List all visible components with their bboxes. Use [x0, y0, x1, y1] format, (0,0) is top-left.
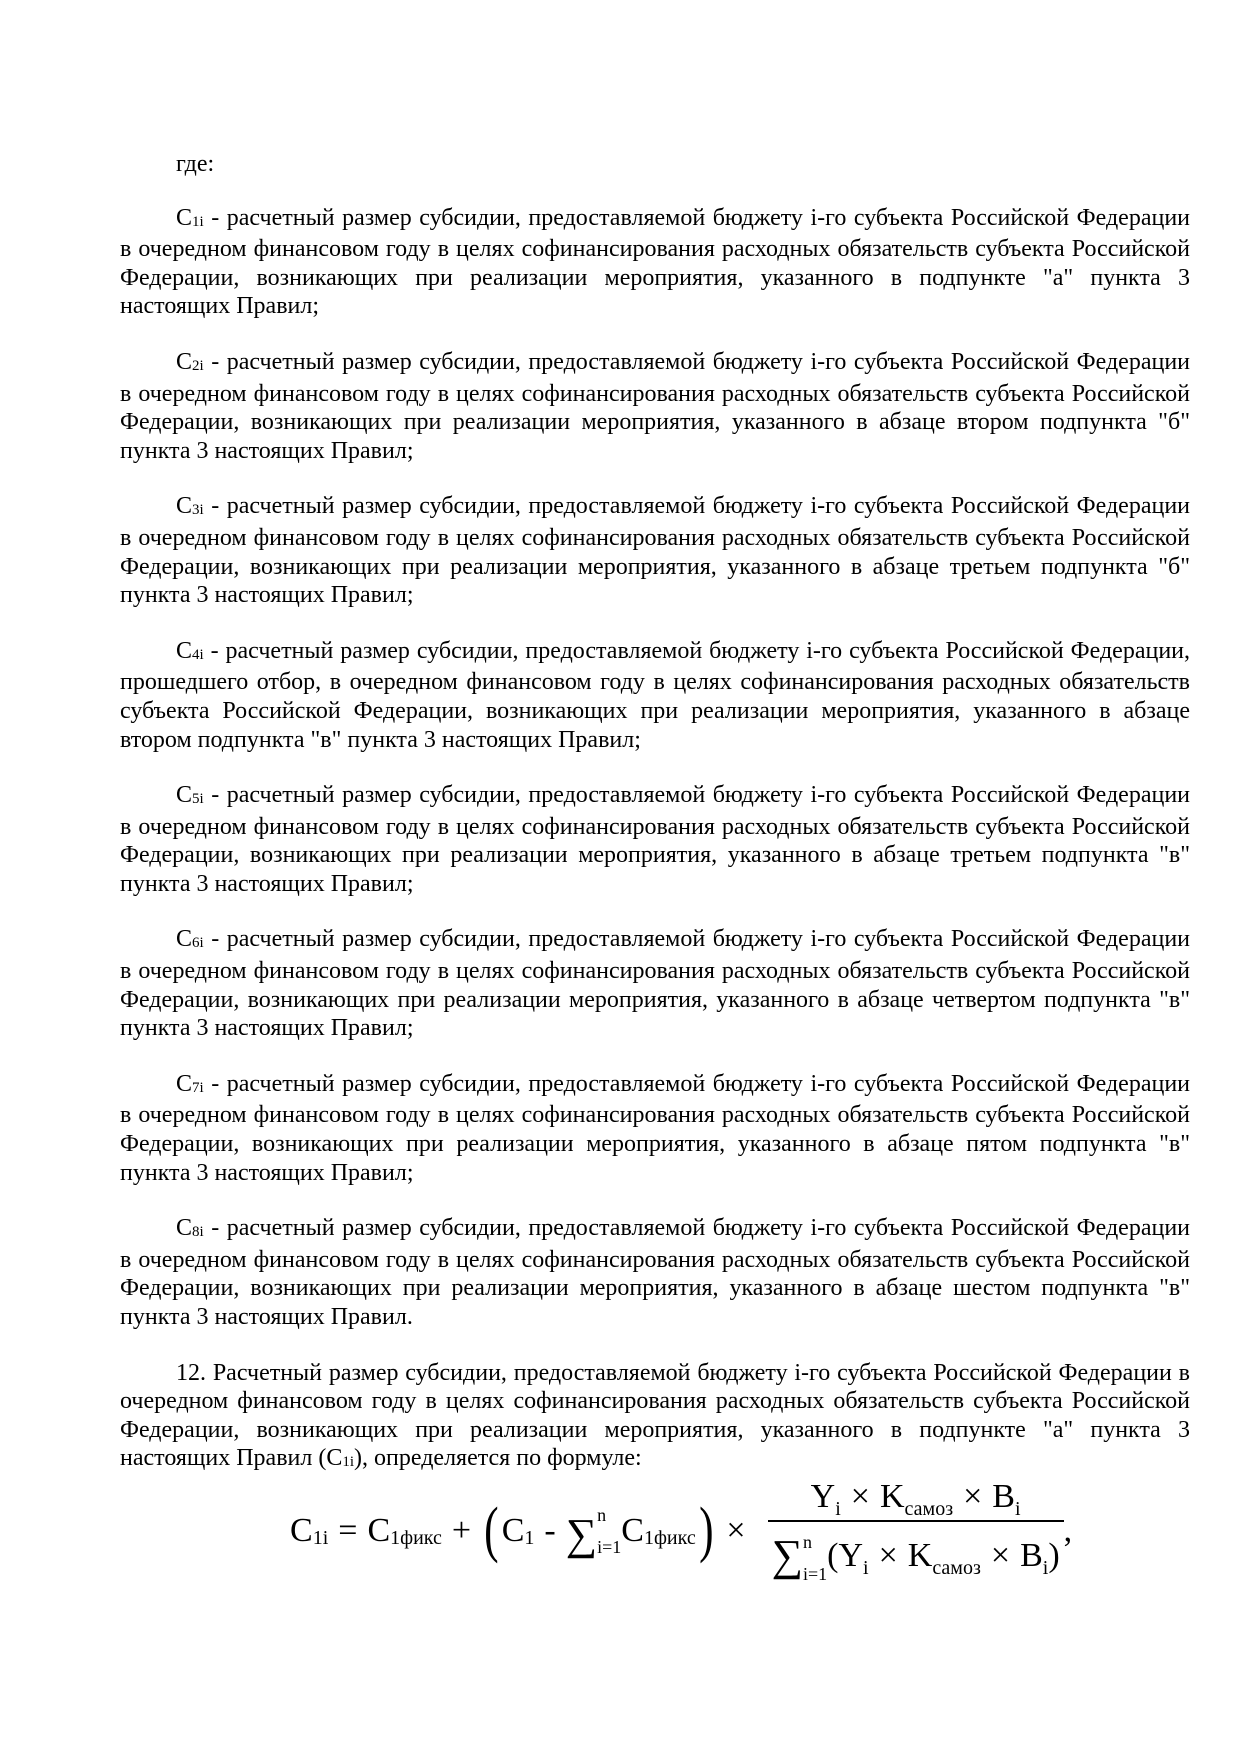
para12-sub: 1i: [342, 1454, 355, 1471]
formula-symbol: i=1: [597, 1536, 622, 1557]
formula-symbol: i: [835, 1498, 841, 1520]
para12-text: 12. Расчетный размер субсидии, предоставляемой бюджету i-го субъекта Российской Федерации в очередном финансовом году в целях софинансирования расходных обязательств субъекта Российской Федерации, возникающих при реализации мероприятия, указанного в подпункте "а" пункта 3 настоящих Правил (C: [120, 1359, 1190, 1472]
formula-symbol: Y: [810, 1478, 836, 1515]
definition-paragraph: [120, 204, 1190, 321]
formula-symbol: Y: [838, 1537, 863, 1574]
where-label: где:: [176, 151, 215, 177]
formula-symbol: K: [907, 1537, 933, 1574]
symbol-subscript: 5i: [192, 791, 204, 808]
definition-text: - расчетный размер субсидии, предоставляемой бюджету i-го субъекта Российской Федерации в очередном финансовом году в целях софинансирования расходных обязательств субъекта Российской Федерации, возникающих при реализации мероприятия, указанного в абзаце пятом подпункта "в" пункта 3 настоящих Правил;: [120, 1070, 1191, 1186]
symbol: C: [176, 1070, 193, 1097]
symbol-subscript: 1i: [192, 213, 204, 230]
formula-symbol: (: [827, 1537, 839, 1574]
definition-paragraph: [120, 492, 1190, 609]
definitions-list: [120, 204, 1190, 1332]
symbol-subscript: 8i: [192, 1224, 204, 1241]
formula-symbol: =: [338, 1511, 358, 1549]
symbol-subscript: 4i: [192, 646, 204, 663]
formula-symbol: 1: [524, 1527, 535, 1550]
symbol: C: [176, 493, 193, 520]
symbol: C: [176, 1215, 193, 1242]
formula-symbol: B: [1020, 1537, 1043, 1574]
formula-symbol: C: [501, 1511, 525, 1549]
definition-text: - расчетный размер субсидии, предоставляемой бюджету i-го субъекта Российской Федерации в очередном финансовом году в целях софинансирования расходных обязательств субъекта Российской Федерации, возникающих при реализации мероприятия, указанного в подпункте "а" пункта 3 настоящих Правил;: [120, 204, 1191, 320]
definition-text: - расчетный размер субсидии, предоставляемой бюджету i-го субъекта Российской Федерации в очередном финансовом году в целях софинансирования расходных обязательств субъекта Российской Федерации, возникающих при реализации мероприятия, указанного в абзаце шестом подпункта "в" пункта 3 настоящих Правил.: [120, 1215, 1191, 1330]
formula-symbol: самоз: [904, 1498, 954, 1520]
formula-symbol: C: [367, 1511, 391, 1549]
formula-symbol: 1фикс: [643, 1527, 696, 1550]
definition-text: - расчетный размер субсидии, предоставляемой бюджету i-го субъекта Российской Федерации в очередном финансовом году в целях софинансирования расходных обязательств субъекта Российской Федерации, возникающих при реализации мероприятия, указанного в абзаце третьем подпункта "б" пункта 3 настоящих Правил;: [120, 493, 1191, 609]
symbol: C: [176, 782, 193, 809]
definition-text: - расчетный размер субсидии, предоставляемой бюджету i-го субъекта Российской Федерации в очередном финансовом году в целях софинансирования расходных обязательств субъекта Российской Федерации, возникающих при реализации мероприятия, указанного в абзаце втором подпункта "б" пункта 3 настоящих Правил;: [120, 348, 1191, 464]
definition-text: - расчетный размер субсидии, предоставляемой бюджету i-го субъекта Российской Федерации в очередном финансовом году в целях софинансирования расходных обязательств субъекта Российской Федерации, возникающих при реализации мероприятия, указанного в абзаце четвертом подпункта "в" пункта 3 настоящих Правил;: [120, 926, 1191, 1042]
document-page: [120, 150, 1190, 1503]
symbol: C: [176, 637, 193, 664]
formula-symbol: ): [698, 1496, 714, 1565]
symbol: C: [176, 926, 193, 953]
formula-symbol: 1фикс: [390, 1527, 442, 1550]
formula-c1i: [290, 1478, 1072, 1583]
formula-symbol: n: [597, 1504, 607, 1525]
formula-symbol: i: [1042, 1557, 1049, 1579]
definition-paragraph: [120, 925, 1190, 1042]
formula-symbol: ×: [990, 1537, 1011, 1574]
formula-symbol: (: [484, 1496, 499, 1565]
formula-symbol: i: [1014, 1498, 1021, 1520]
formula-symbol: i=1: [802, 1564, 828, 1585]
formula-symbol: самоз: [932, 1557, 981, 1579]
definition-paragraph: [120, 781, 1190, 898]
symbol-subscript: 6i: [192, 935, 204, 952]
formula-symbol: ×: [878, 1537, 898, 1574]
para12-text-after: ), определяется по формуле:: [354, 1445, 642, 1472]
formula-symbol: ∑: [771, 1531, 803, 1580]
paragraph-12: [120, 1359, 1190, 1476]
symbol-subscript: 2i: [192, 357, 204, 374]
definition-paragraph: [120, 637, 1190, 754]
definition-paragraph: [120, 1214, 1190, 1331]
formula-symbol: ): [1048, 1537, 1060, 1574]
definition-paragraph: [120, 1070, 1190, 1187]
definition-text: - расчетный размер субсидии, предоставляемой бюджету i-го субъекта Российской Федерации, прошедшего отбор, в очередном финансовом году в целях софинансирования расходных обязательств субъекта Российской Федерации, возникающих при реализации мероприятия, указанного в абзаце втором подпункта "в" пункта 3 настоящих Правил;: [120, 637, 1190, 753]
formula-symbol: n: [802, 1532, 812, 1553]
formula-symbol: C: [621, 1511, 644, 1549]
symbol-subscript: 3i: [192, 502, 204, 519]
symbol: C: [176, 348, 193, 375]
symbol-subscript: 7i: [192, 1079, 204, 1096]
definition-paragraph: [120, 348, 1190, 465]
formula-symbol: B: [992, 1478, 1015, 1515]
symbol: C: [176, 204, 193, 231]
formula-symbol: -: [544, 1511, 556, 1549]
definition-text: - расчетный размер субсидии, предоставляемой бюджету i-го субъекта Российской Федерации в очередном финансовом году в целях софинансирования расходных обязательств субъекта Российской Федерации, возникающих при реализации мероприятия, указанного в абзаце третьем подпункта "в" пункта 3 настоящих Правил;: [120, 782, 1191, 897]
formula-symbol: C: [290, 1511, 313, 1549]
formula-symbol: ×: [726, 1511, 746, 1549]
formula-symbol: ∑: [565, 1510, 598, 1560]
formula-fraction: [768, 1478, 1064, 1583]
formula-symbol: 1i: [312, 1527, 329, 1550]
formula-symbol: K: [879, 1478, 905, 1515]
formula-symbol: +: [451, 1511, 472, 1549]
formula-symbol: ×: [963, 1478, 983, 1515]
formula-symbol: ,: [1063, 1511, 1073, 1549]
formula-symbol: ×: [850, 1478, 870, 1515]
formula-symbol: i: [863, 1557, 869, 1579]
